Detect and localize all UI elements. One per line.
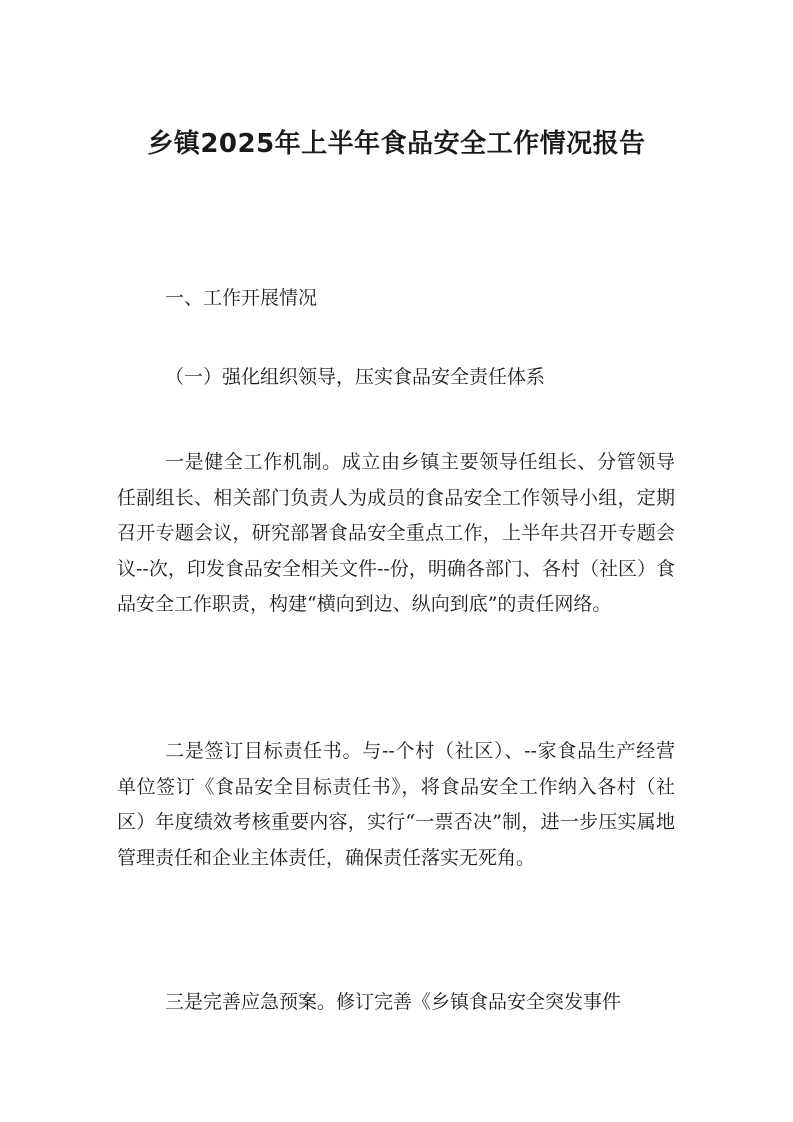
paragraph-emergency-plan: 三是完善应急预案。修订完善《乡镇食品安全突发事件 bbox=[165, 991, 622, 1013]
document-title: 乡镇2025年上半年食品安全工作情况报告 bbox=[147, 129, 646, 159]
paragraph-work-mechanism: 一是健全工作机制。成立由乡镇主要领导任组长、分管领导任副组长、相关部门负责人为成员的食品安全工作领导小组，定期召开专题会议，研究部署食品安全重点工作，上半年共召开专题会议--次，印发食品安全相关文件--份，明确各部门、各村（社区）食品安全工作职责，构建“横向到边、纵向到底”的责任网络。 bbox=[117, 451, 675, 615]
section-heading: 一、工作开展情况 bbox=[165, 287, 318, 309]
paragraph-responsibility-letter: 二是签订目标责任书。与--个村（社区）、--家食品生产经营单位签订《食品安全目标责任书》，将食品安全工作纳入各村（社区）年度绩效考核重要内容，实行“一票否决”制，进一步压实属地管理责任和企业主体责任，确保责任落实无死角。 bbox=[117, 740, 675, 869]
subsection-heading: （一）强化组织领导，压实食品安全责任体系 bbox=[165, 366, 546, 388]
